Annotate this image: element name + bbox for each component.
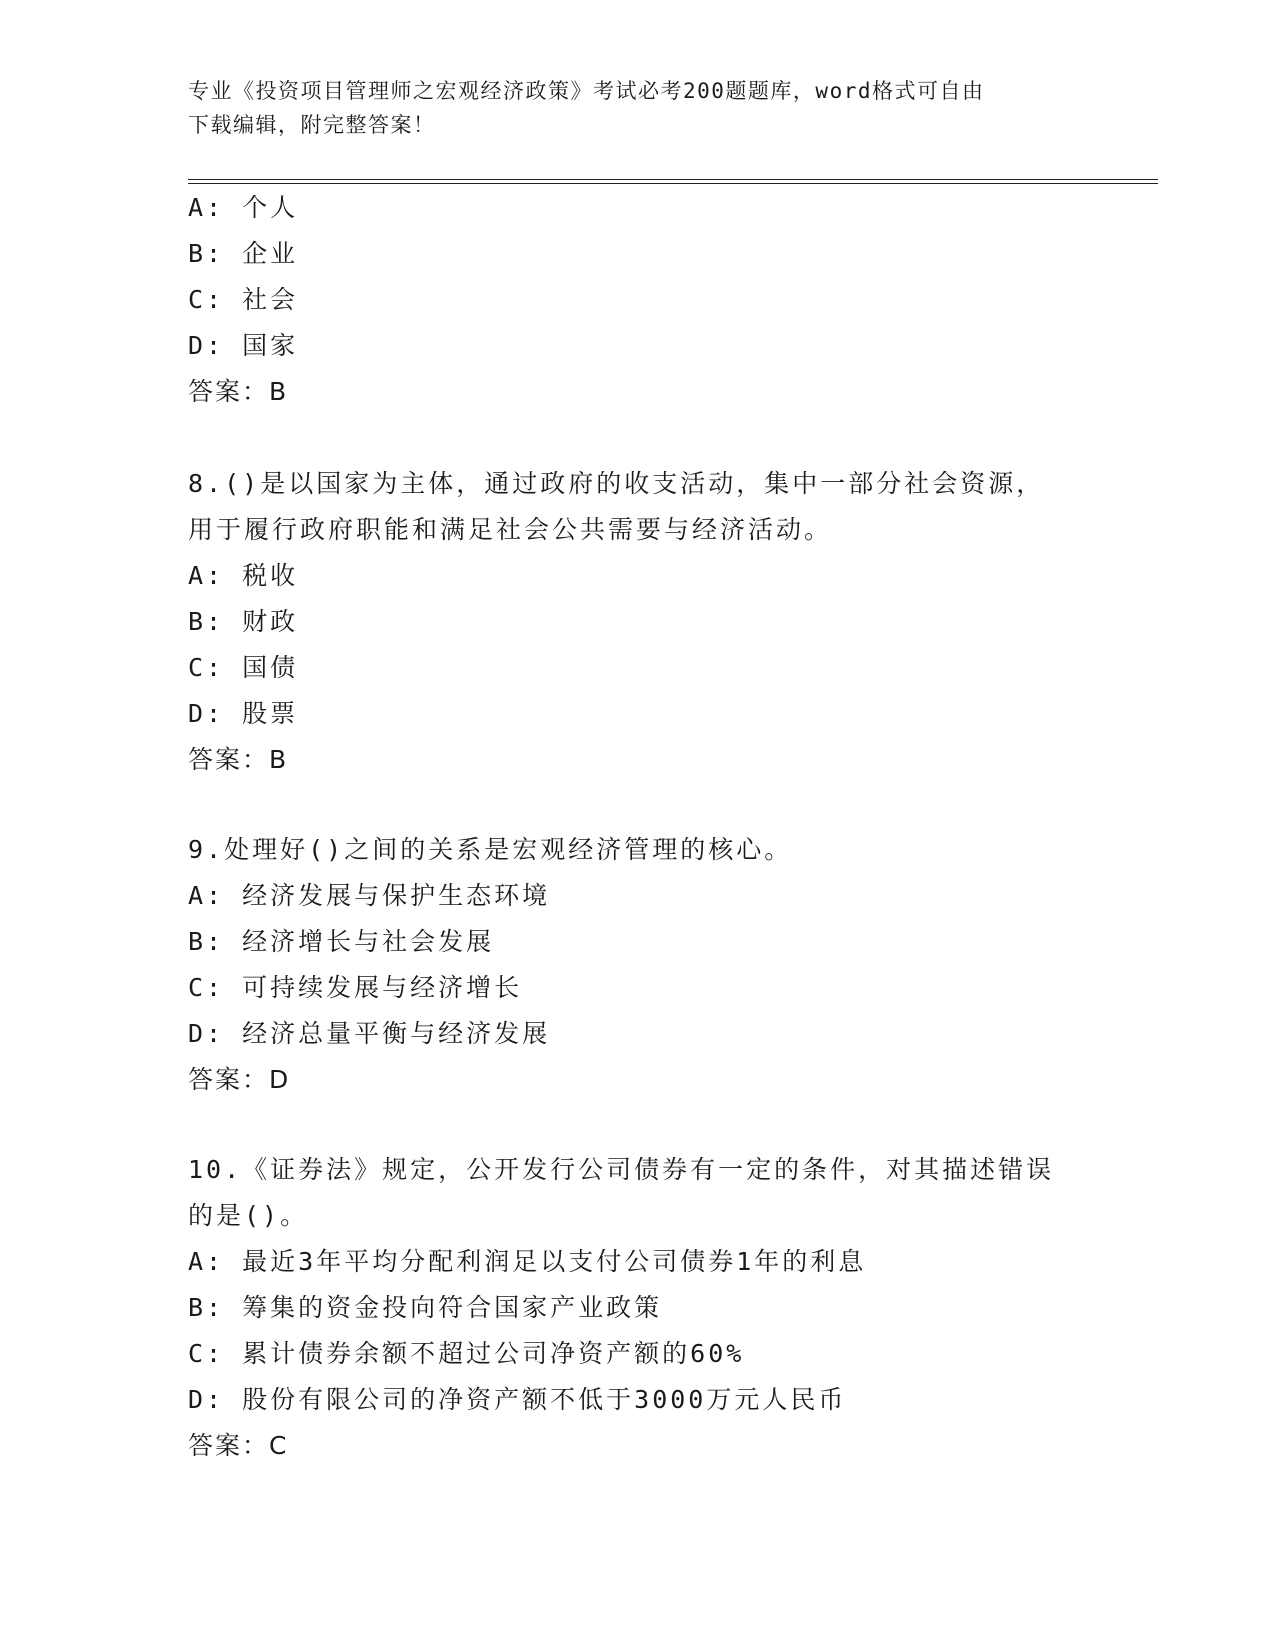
question-8: [188, 461, 1088, 783]
question-10: [188, 1147, 1088, 1469]
option-d: D: 经济总量平衡与经济发展: [188, 1019, 551, 1048]
option-a: A: 税收: [188, 561, 299, 590]
header-line-1: 专业《投资项目管理师之宏观经济政策》考试必考200题题库，word格式可自由: [188, 79, 985, 103]
question-9: [188, 827, 1088, 1103]
option-c: C: 累计债券余额不超过公司净资产额的60%: [188, 1339, 745, 1368]
option-d: D: 国家: [188, 331, 299, 360]
option-a: A: 经济发展与保护生态环境: [188, 881, 551, 910]
question-7: [188, 185, 1088, 415]
question-stem: 8.()是以国家为主体，通过政府的收支活动，集中一部分社会资源，: [188, 469, 1045, 498]
option-d: D: 股份有限公司的净资产额不低于3000万元人民币: [188, 1385, 847, 1414]
question-stem-cont: 用于履行政府职能和满足社会公共需要与经济活动。: [188, 515, 833, 544]
option-b: B: 筹集的资金投向符合国家产业政策: [188, 1293, 663, 1322]
answer: 答案：B: [188, 745, 289, 774]
option-d: D: 股票: [188, 699, 299, 728]
question-stem-cont: 的是()。: [188, 1201, 309, 1230]
option-c: C: 可持续发展与经济增长: [188, 973, 523, 1002]
header-divider-top: [188, 179, 1158, 180]
option-c: C: 国债: [188, 653, 299, 682]
question-stem: 10.《证券法》规定，公开发行公司债券有一定的条件，对其描述错误: [188, 1155, 1055, 1184]
option-a: A: 个人: [188, 193, 299, 222]
answer: 答案：D: [188, 1065, 291, 1094]
option-b: B: 经济增长与社会发展: [188, 927, 495, 956]
option-a: A: 最近3年平均分配利润足以支付公司债券1年的利息: [188, 1247, 867, 1276]
option-b: B: 财政: [188, 607, 299, 636]
header-line-2: 下载编辑，附完整答案！: [188, 113, 436, 137]
header-divider-bottom: [188, 183, 1158, 184]
option-b: B: 企业: [188, 239, 299, 268]
answer: 答案：C: [188, 1431, 289, 1460]
question-stem: 9.处理好()之间的关系是宏观经济管理的核心。: [188, 835, 793, 864]
option-c: C: 社会: [188, 285, 299, 314]
answer: 答案：B: [188, 377, 289, 406]
document-header: [188, 74, 1088, 142]
